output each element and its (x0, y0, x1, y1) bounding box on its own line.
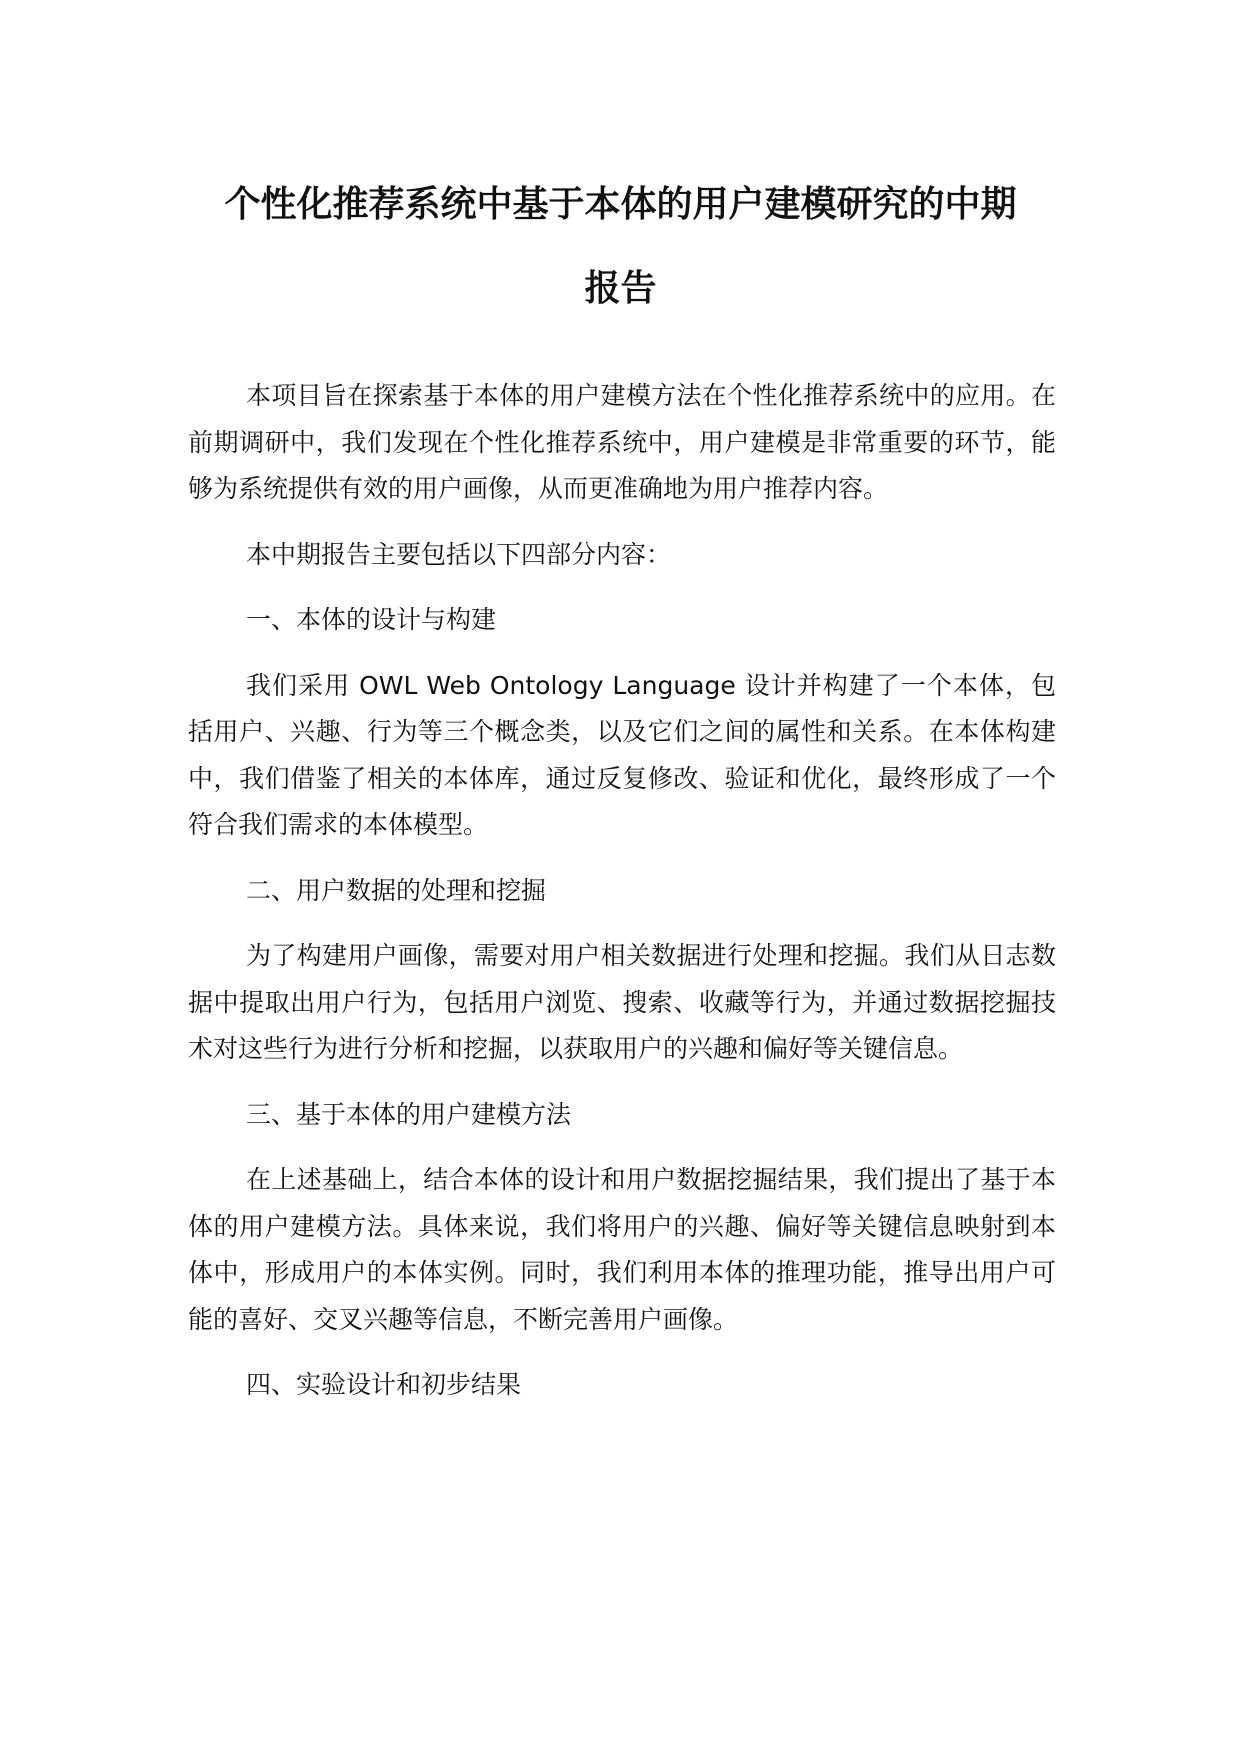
document-body (188, 373, 1056, 1428)
paragraph-overview: 本中期报告主要包括以下四部分内容： (246, 539, 672, 569)
section-heading-1: 一、本体的设计与构建 (246, 605, 497, 634)
document-title-line-1: 个性化推荐系统中基于本体的用户建模研究的中期 (224, 184, 1017, 225)
paragraph-section-3: 在上述基础上，结合本体的设计和用户数据挖掘结果，我们提出了基于本体的用户建模方法。具体来说，我们将用户的兴趣、偏好等关键信息映射到本体中，形成用户的本体实例。同时，我们利用本体的推理功能，推导出用户可能的喜好、交叉兴趣等信息，不断完善用户画像。 (188, 1165, 1056, 1334)
paragraph-section-1: 我们采用 OWL Web Ontology Language 设计并构建了一个本体，包括用户、兴趣、行为等三个概念类，以及它们之间的属性和关系。在本体构建中，我们借鉴了相关的本体库，通过反复修改、验证和优化，最终形成了一个符合我们需求的本体模型。 (188, 670, 1056, 839)
section-heading-3: 三、基于本体的用户建模方法 (246, 1099, 572, 1129)
document-title-line-2: 报告 (584, 268, 657, 309)
paragraph-intro: 本项目旨在探索基于本体的用户建模方法在个性化推荐系统中的应用。在前期调研中，我们发现在个性化推荐系统中，用户建模是非常重要的环节，能够为系统提供有效的用户画像，从而更准确地为用户推荐内容。 (188, 381, 1056, 503)
paragraph-section-2: 为了构建用户画像，需要对用户相关数据进行处理和挖掘。我们从日志数据中提取出用户行为，包括用户浏览、搜索、收藏等行为，并通过数据挖掘技术对这些行为进行分析和挖掘，以获取用户的兴趣和偏好等关键信息。 (188, 941, 1056, 1063)
section-heading-4: 四、实验设计和初步结果 (246, 1370, 522, 1399)
section-heading-2: 二、用户数据的处理和挖掘 (246, 875, 547, 905)
